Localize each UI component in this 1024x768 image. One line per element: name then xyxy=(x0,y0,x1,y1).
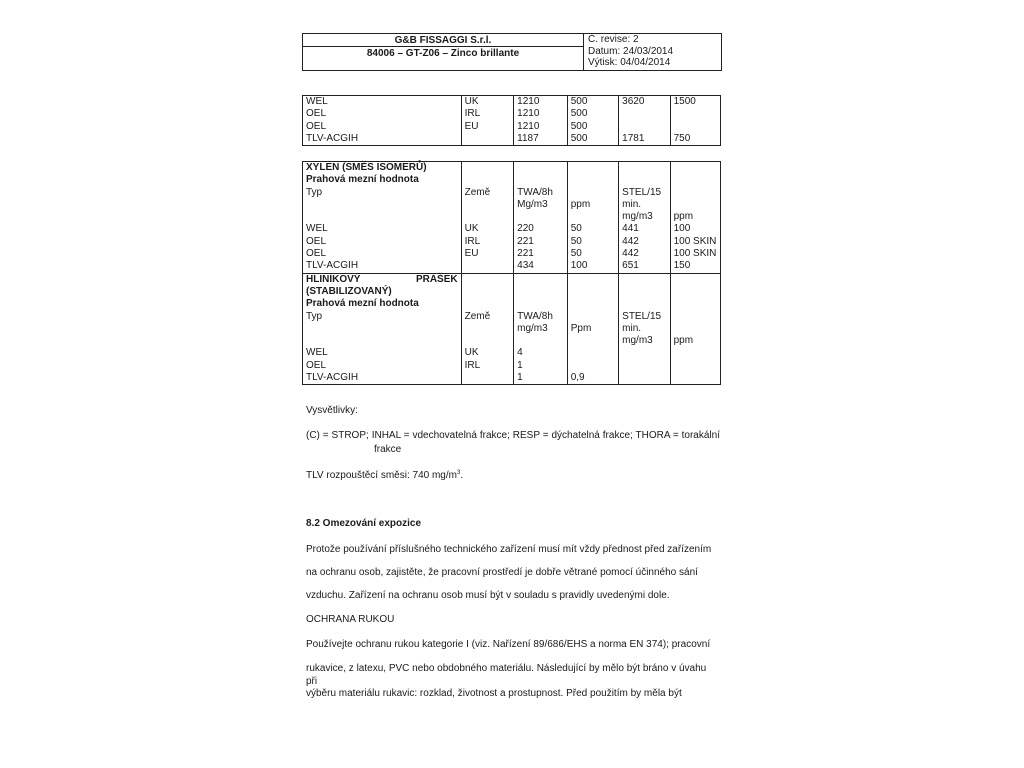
tlv-text: TLV rozpouštěcí směsi: 740 mg/m xyxy=(306,470,457,481)
table-cell: WEL xyxy=(303,96,462,109)
table-cell xyxy=(670,273,720,298)
table-row xyxy=(303,372,721,385)
table-cell xyxy=(461,260,514,273)
column-header: Typ xyxy=(303,187,462,224)
table-cell: 150 xyxy=(670,260,720,273)
column-header: ppm xyxy=(567,187,618,224)
column-header: STEL/15 min. mg/m3 xyxy=(619,311,670,348)
column-header: TWA/8h mg/m3 xyxy=(514,311,568,348)
table-cell xyxy=(567,273,618,298)
header-left-cell xyxy=(303,34,584,70)
table-cell xyxy=(567,174,618,186)
document-header xyxy=(302,33,722,71)
section-heading: 8.2 Omezování expozice xyxy=(306,518,422,529)
company-name: G&B FISSAGGI S.r.l. xyxy=(303,34,583,47)
table-cell: WEL xyxy=(303,347,462,359)
column-header: STEL/15 min. mg/m3 xyxy=(619,187,670,224)
legend-line-continued: frakce xyxy=(374,444,402,455)
table-cell xyxy=(619,273,670,298)
table-cell: OEL xyxy=(303,236,462,248)
paragraph-line: výběru materiálu rukavic: rozklad, životnost a prostupnost. Před použitím by měla být xyxy=(306,688,682,699)
tlv-period: . xyxy=(460,470,464,481)
table-cell: EU xyxy=(461,121,514,133)
paragraph-line: vzduchu. Zařízení na ochranu osob musí být v souladu s pravidly uvedenými dole. xyxy=(306,590,670,601)
revision-date: Datum: 24/03/2014 xyxy=(588,45,674,57)
table-row xyxy=(303,298,721,310)
column-header: TWA/8h Mg/m3 xyxy=(514,187,568,224)
table-cell xyxy=(670,347,720,359)
table-cell xyxy=(670,174,720,186)
table-row xyxy=(303,96,721,109)
limit-subtitle: Prahová mezní hodnota xyxy=(303,174,462,186)
table-cell: 651 xyxy=(619,260,670,273)
paragraph-line: Používejte ochranu rukou kategorie I (viz. Nařízení 89/686/EHS a norma EN 374); pracovní xyxy=(306,639,711,650)
table-cell: WEL xyxy=(303,223,462,235)
table-cell: 0,9 xyxy=(567,372,618,385)
limits-table-xylen-aluminium xyxy=(302,161,721,385)
table-row xyxy=(303,347,721,359)
table-row xyxy=(303,174,721,186)
substance-title-line: (STABILIZOVANÝ) xyxy=(306,285,392,297)
table-row xyxy=(303,108,721,120)
table-cell: TLV-ACGIH xyxy=(303,372,462,385)
table-cell: 1781 xyxy=(619,133,670,146)
legend-title: Vysvětlivky: xyxy=(306,405,358,416)
table-cell: 100 SKIN xyxy=(670,236,720,248)
table-cell xyxy=(619,162,670,175)
table-cell xyxy=(461,298,514,310)
limits-table-continued xyxy=(302,95,721,146)
revision-number: Č. revise: 2 xyxy=(588,34,639,45)
table-cell: UK xyxy=(461,347,514,359)
table-cell xyxy=(670,121,720,133)
table-cell xyxy=(514,273,568,298)
table-cell: 1187 xyxy=(514,133,568,146)
column-header: ppm xyxy=(670,187,720,224)
table-cell: 4 xyxy=(514,347,568,359)
table-cell: 3620 xyxy=(619,96,670,109)
table-cell: 500 xyxy=(567,96,618,109)
table-cell xyxy=(619,372,670,385)
table-cell: 50 xyxy=(567,223,618,235)
print-date: Výtisk: 04/04/2014 xyxy=(588,57,671,68)
table-cell: 100 xyxy=(567,260,618,273)
table-cell: TLV-ACGIH xyxy=(303,260,462,273)
table-cell xyxy=(514,174,568,186)
table-cell: UK xyxy=(461,96,514,109)
paragraph-line: rukavice, z latexu, PVC nebo obdobného materiálu. Následující by mělo být bráno v úvahu při xyxy=(306,663,707,687)
table-cell: 50 xyxy=(567,248,618,260)
table-cell xyxy=(619,360,670,372)
table-cell: IRL xyxy=(461,236,514,248)
table-cell xyxy=(670,360,720,372)
table-cell: 220 xyxy=(514,223,568,235)
table-row xyxy=(303,311,721,348)
table-cell: 221 xyxy=(514,248,568,260)
substance-title: XYLEN (SMĚS ISOMERŮ) xyxy=(303,162,462,175)
table-cell: EU xyxy=(461,248,514,260)
table-cell: 221 xyxy=(514,236,568,248)
table-cell xyxy=(619,108,670,120)
table-cell: OEL xyxy=(303,108,462,120)
table-row xyxy=(303,162,721,175)
table-cell xyxy=(567,360,618,372)
column-header: Typ xyxy=(303,311,462,348)
table-cell: 100 SKIN xyxy=(670,248,720,260)
substance-title-word: PRÁŠEK xyxy=(415,273,458,285)
table-cell: 50 xyxy=(567,236,618,248)
table-row xyxy=(303,273,721,298)
table-cell xyxy=(619,347,670,359)
table-cell xyxy=(514,162,568,175)
column-header: Země xyxy=(461,311,514,348)
table-cell: 442 xyxy=(619,236,670,248)
table-cell xyxy=(461,174,514,186)
table-cell: 1210 xyxy=(514,96,568,109)
tlv-superscript: 3 xyxy=(456,470,461,476)
table-cell: OEL xyxy=(303,121,462,133)
column-header: ppm xyxy=(670,311,720,348)
column-header: Země xyxy=(461,187,514,224)
table-cell: IRL xyxy=(461,108,514,120)
table-row xyxy=(303,187,721,224)
table-cell xyxy=(514,298,568,310)
table-cell xyxy=(670,372,720,385)
table-cell: 1 xyxy=(514,360,568,372)
table-row xyxy=(303,360,721,372)
table-cell xyxy=(567,298,618,310)
table-row xyxy=(303,260,721,273)
paragraph-line: Protože používání příslušného technického zařízení musí mít vždy přednost před zařízením xyxy=(306,544,712,555)
table-cell xyxy=(461,133,514,146)
table-cell xyxy=(461,273,514,298)
table-cell xyxy=(670,108,720,120)
table-cell xyxy=(670,298,720,310)
table-cell: 441 xyxy=(619,223,670,235)
substance-title-word: HLINÍKOVÝ xyxy=(306,273,361,285)
table-row xyxy=(303,223,721,235)
tlv-solvent-mixture xyxy=(306,467,720,482)
legend-line: (C) = STROP; INHAL = vdechovatelná frakce; RESP = dýchatelná frakce; THORA = torakální xyxy=(306,430,720,441)
table-cell xyxy=(461,372,514,385)
table-cell: 1 xyxy=(514,372,568,385)
table-cell: 1210 xyxy=(514,108,568,120)
header-right-cell xyxy=(588,34,673,69)
table-cell: OEL xyxy=(303,360,462,372)
table-cell: 434 xyxy=(514,260,568,273)
paragraph-line: na ochranu osob, zajistěte, že pracovní prostředí je dobře větrané pomocí účinného sání xyxy=(306,567,698,578)
table-row xyxy=(303,133,721,146)
column-header: Ppm xyxy=(567,311,618,348)
table-cell xyxy=(670,162,720,175)
product-name: 84006 – GT-Z06 – Zinco brillante xyxy=(366,48,520,59)
table-cell: OEL xyxy=(303,248,462,260)
table-cell: IRL xyxy=(461,360,514,372)
table-cell: 500 xyxy=(567,133,618,146)
hand-protection-heading: OCHRANA RUKOU xyxy=(306,614,395,625)
table-cell xyxy=(619,174,670,186)
table-cell: 442 xyxy=(619,248,670,260)
table-row xyxy=(303,236,721,248)
table-cell xyxy=(567,347,618,359)
table-cell: 500 xyxy=(567,108,618,120)
table-cell: UK xyxy=(461,223,514,235)
table-cell xyxy=(619,298,670,310)
table-cell: 100 xyxy=(670,223,720,235)
table-cell: 750 xyxy=(670,133,720,146)
table-cell: TLV-ACGIH xyxy=(303,133,462,146)
table-cell: 500 xyxy=(567,121,618,133)
table-cell xyxy=(619,121,670,133)
table-cell xyxy=(461,162,514,175)
table-row xyxy=(303,121,721,133)
substance-title-line xyxy=(306,274,458,286)
substance-title xyxy=(303,273,462,298)
table-cell: 1500 xyxy=(670,96,720,109)
table-row xyxy=(303,248,721,260)
table-cell: 1210 xyxy=(514,121,568,133)
table-cell xyxy=(567,162,618,175)
limit-subtitle: Prahová mezní hodnota xyxy=(303,298,462,310)
